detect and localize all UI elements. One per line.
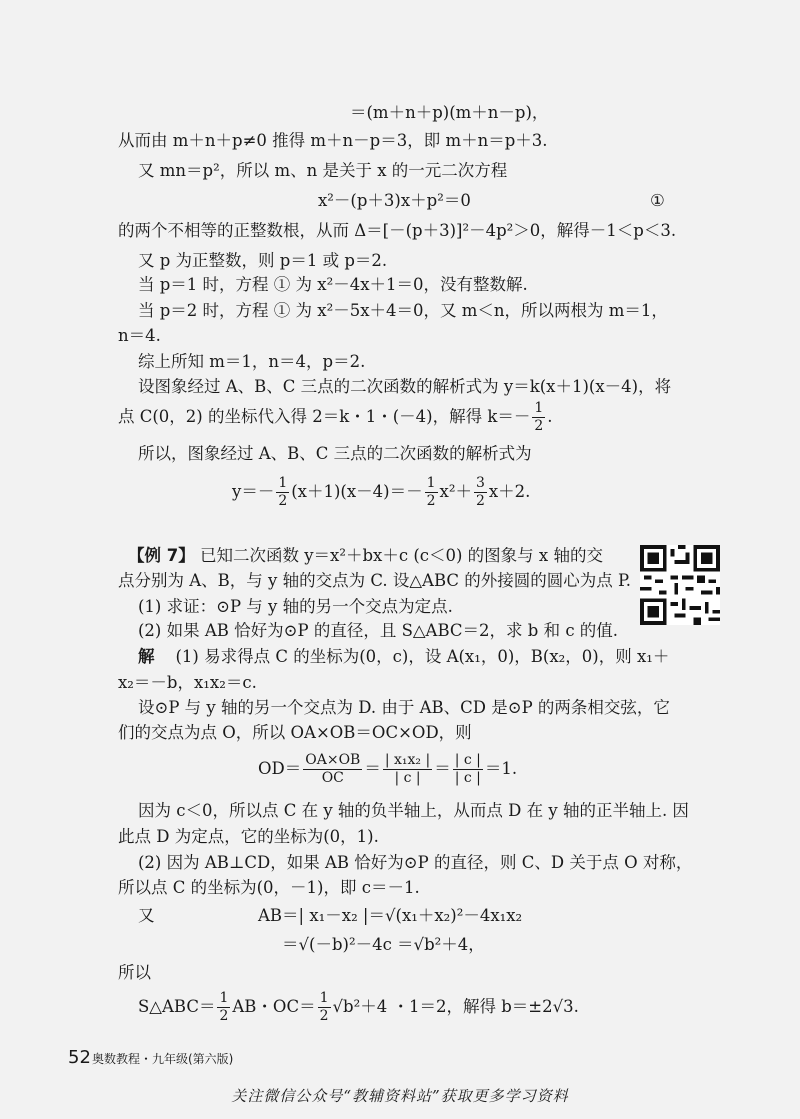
eq-line: ＝√(－b)²－4c ＝√b²＋4， xyxy=(282,935,485,954)
eq-line: y＝－ $\frac{1}{2}$ (x＋1)(x－4)＝－ $\frac{1}{2}$ x²＋ $\frac{3}{2}$ x＋2. xyxy=(232,475,531,509)
fraction: $\frac{\text{| x₁x₂ |}}{| c |}$ xyxy=(384,752,431,786)
eq-line: ＝(m＋n＋p)(m＋n－p)， xyxy=(350,103,549,122)
text-line: 又 p 为正整数，则 p＝1 或 p＝2. xyxy=(138,251,388,270)
eq-tag: ① xyxy=(650,191,665,210)
text-line: 从而由 m＋n＋p≠0 推得 m＋n－p＝3，即 m＋n＝p＋3. xyxy=(118,131,548,150)
book-title: 奥数教程・九年级(第六版) xyxy=(92,1052,234,1066)
fraction: $\frac{1}{2}$ xyxy=(319,990,329,1024)
fraction: $\frac{1}{2}$ xyxy=(426,475,436,509)
text-line: (2) 因为 AB⊥CD，如果 AB 恰好为⊙P 的直径，则 C、D 关于点 O 对称， xyxy=(138,853,693,872)
text-line: 因为 c＜0，所以点 C 在 y 轴的负半轴上，从而点 D 在 y 轴的正半轴上. 因 xyxy=(138,801,689,820)
fraction: $\frac{| c |}{| c |}$ xyxy=(454,752,481,786)
promo-banner: 关注微信公众号“教辅资料站”获取更多学习资料 xyxy=(231,1087,569,1105)
eq-line: x²－(p＋3)x＋p²＝0 xyxy=(318,191,471,210)
text-line: 综上所知 m＝1，n＝4，p＝2. xyxy=(138,352,366,371)
text-line: 点 C(0，2) 的坐标代入得 2＝k・1・(－4)，解得 k＝－ $\frac{1}{2}$ . xyxy=(118,400,553,434)
text-line: 设图象经过 A、B、C 三点的二次函数的解析式为 y＝k(x＋1)(x－4)，将 xyxy=(138,377,672,396)
text-line: (2) 如果 AB 恰好为⊙P 的直径，且 S△ABC＝2，求 b 和 c 的值. xyxy=(138,621,619,640)
text-line: 设⊙P 与 y 轴的另一个交点为 D. 由于 AB、CD 是⊙P 的两条相交弦，它 xyxy=(138,698,670,717)
text-line: 所以，图象经过 A、B、C 三点的二次函数的解析式为 xyxy=(138,444,532,463)
fraction: $\frac{1}{2}$ xyxy=(219,990,229,1024)
page-number: 52 xyxy=(68,1047,91,1068)
example-line: 【例 7】 已知二次函数 y＝x²＋bx＋c (c＜0) 的图象与 x 轴的交 xyxy=(128,546,603,565)
fraction: $\frac{1}{2}$ xyxy=(278,475,288,509)
eq-line: AB＝| x₁－x₂ |＝√(x₁＋x₂)²－4x₁x₂ xyxy=(258,906,523,925)
fraction: $\frac{OA\times OB}{OC}$ xyxy=(305,752,361,786)
eq-line: S△ABC＝ $\frac{1}{2}$ AB・OC＝ $\frac{1}{2}$ √b²＋4 ・1＝2，解得 b＝±2√3. xyxy=(138,990,579,1024)
text-line: 当 p＝2 时，方程 ① 为 x²－5x＋4＝0，又 m＜n，所以两根为 m＝1， xyxy=(138,301,668,320)
text-line: 的两个不相等的正整数根，从而 Δ＝[－(p＋3)]²－4p²＞0，解得－1＜p＜3. xyxy=(118,221,677,240)
eq-line: OD＝ $\frac{OA\times OB}{OC}$ ＝ $\frac{\text{| x₁x₂ |}}{| c |}$ ＝ $\frac{| c |}{| c |}$ ＝1. xyxy=(258,752,518,786)
text-line: 所以 xyxy=(118,963,151,982)
solution-label: 解 xyxy=(138,647,155,666)
fraction: $\frac{3}{2}$ xyxy=(475,475,485,509)
example-label: 【例 7】 xyxy=(128,546,195,565)
text-line: 又 mn＝p²，所以 m、n 是关于 x 的一元二次方程 xyxy=(138,161,508,180)
text-line: 所以点 C 的坐标为(0，－1)，即 c＝－1. xyxy=(118,878,420,897)
solution-line: 解 (1) 易求得点 C 的坐标为(0，c)，设 A(x₁，0)，B(x₂，0)，则 x₁＋ xyxy=(138,647,670,666)
qr-code xyxy=(640,545,720,625)
text-line: (1) 求证：⊙P 与 y 轴的另一个交点为定点. xyxy=(138,597,453,616)
fraction: $\frac{1}{2}$ xyxy=(534,400,544,434)
text-line: 们的交点为点 O，所以 OA×OB＝OC×OD，则 xyxy=(118,723,472,742)
text-line: 此点 D 为定点，它的坐标为(0，1). xyxy=(118,827,379,846)
text-line: 当 p＝1 时，方程 ① 为 x²－4x＋1＝0，没有整数解. xyxy=(138,275,528,294)
text-line: 点分别为 A、B，与 y 轴的交点为 C. 设△ABC 的外接圆的圆心为点 P. xyxy=(118,571,632,590)
text-line: n＝4. xyxy=(118,326,161,345)
text-line: 又 xyxy=(138,906,155,925)
text-line: x₂＝－b，x₁x₂＝c. xyxy=(118,673,257,692)
